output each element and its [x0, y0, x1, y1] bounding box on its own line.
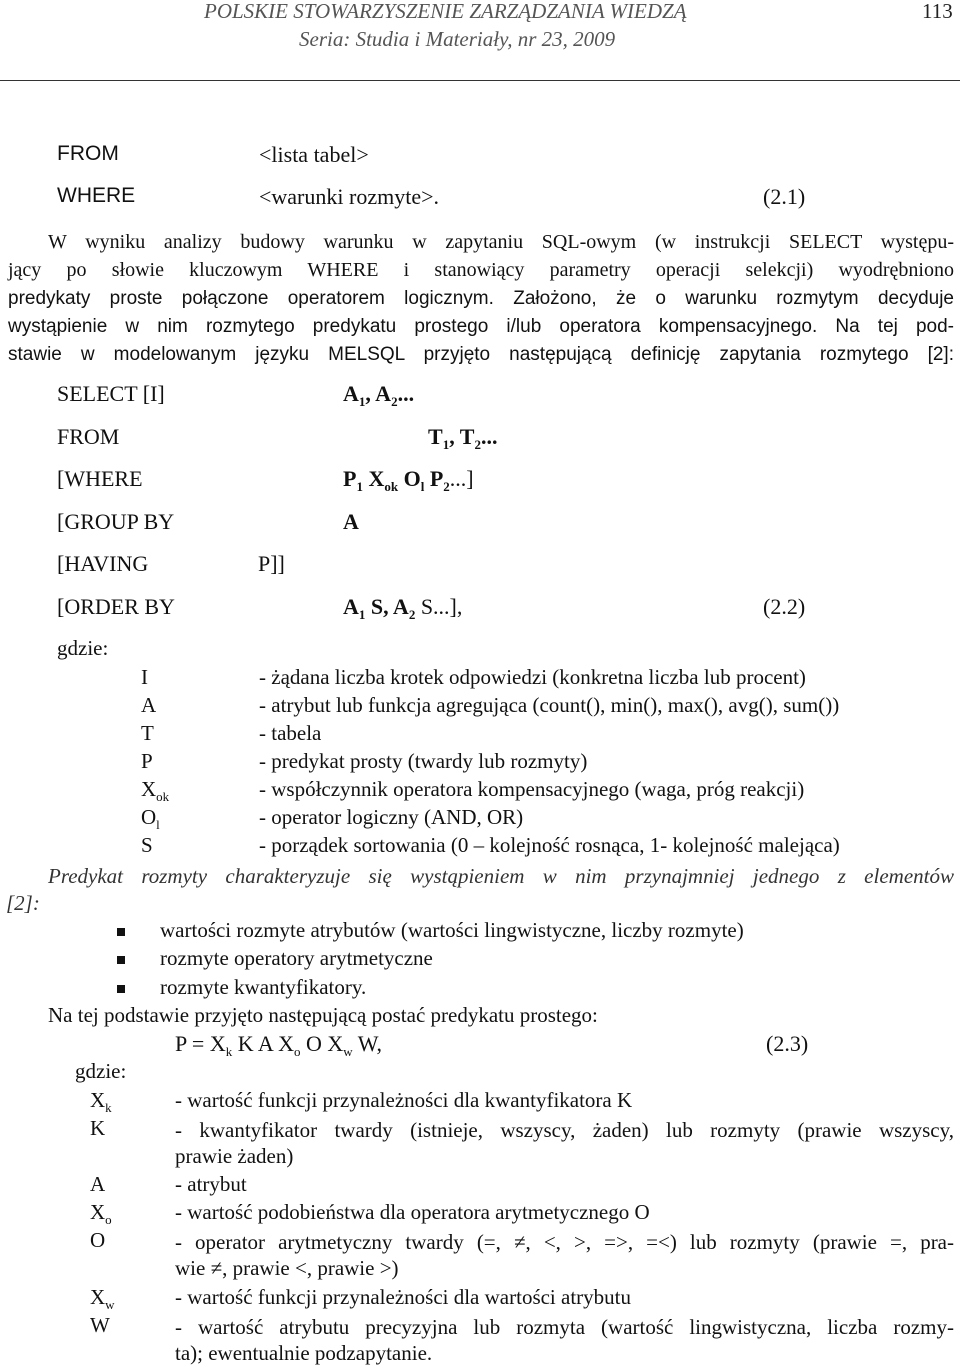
definition-description: - wartość funkcji przynależności dla wartości atrybutu [175, 1285, 632, 1309]
sql1-from-keyword: FROM [57, 142, 119, 165]
definition-symbol: W [90, 1313, 110, 1337]
definition-description: - atrybut lub funkcja agregująca (count(), min(), max(), avg(), sum()) [259, 693, 840, 717]
para1-line: W wyniku analizy budowy warunku w zapytaniu SQL-owym (w instrukcji SELECT występu- [48, 231, 954, 253]
definition-symbol: $X_k$ [90, 1088, 112, 1115]
definition-symbol: K [90, 1116, 106, 1140]
sql1-where-keyword: WHERE [57, 184, 136, 207]
definition-symbol: O [90, 1228, 106, 1252]
sql2-group-value: A [343, 509, 359, 534]
para1-line: stawie w modelowanym języku MELSQL przyjęto następującą definicję zapytania rozmytego [2]: [8, 344, 954, 365]
page-number: 113 [922, 0, 953, 23]
equation-number-2-3: (2.3) [766, 1031, 809, 1056]
bullet-marker [117, 956, 125, 964]
definition-symbol: A [141, 693, 157, 717]
definition-symbol: $X_w$ [90, 1285, 115, 1312]
definition-description: - wartość podobieństwa dla operatora arytmetycznego O [175, 1200, 650, 1224]
equation-number-2-2: (2.2) [763, 594, 806, 619]
bullet-marker [117, 985, 125, 993]
definition-symbol: A [90, 1172, 106, 1196]
sql2-group-keyword: [GROUP BY [57, 509, 175, 534]
sql2-order-keyword: [ORDER BY [57, 594, 175, 619]
bullet-item: wartości rozmyte atrybutów (wartości lingwistyczne, liczby rozmyte) [160, 918, 744, 942]
definition-symbol: P [141, 749, 153, 773]
definition-description: - atrybut [175, 1172, 247, 1196]
definition-description: - porządek sortowania (0 – kolejność rosnąca, 1- kolejność malejąca) [259, 833, 840, 857]
definition-symbol: S [141, 833, 153, 857]
header-rule [0, 80, 960, 81]
para1-line: jący po słowie kluczowym WHERE i stanowiący parametry operacji selekcji) wyodrębniono [8, 259, 954, 281]
series-info: Seria: Studia i Materiały, nr 23, 2009 [299, 27, 616, 51]
sql2-where-expression: $P_1$ $X_{ok}$ $O_l$ $P_2$...] [343, 466, 474, 494]
definition-description: - operator logiczny (AND, OR) [259, 805, 524, 829]
predicate-formula: $P = X_k$ K A $X_o$ O $X_w$ W, [175, 1031, 382, 1059]
definition-symbol: T [141, 721, 154, 745]
definition-description-continued: wie ≠, prawie <, prawie >) [175, 1256, 399, 1280]
sql1-from-value: <lista tabel> [259, 142, 369, 167]
italic-paragraph-line: Predykat rozmyty charakteryzuje się wystąpieniem w nim przynajmniej jednego z elementów [48, 864, 954, 888]
italic-paragraph-line: [2]: [6, 891, 40, 915]
definition-description: - predykat prosty (twardy lub rozmyty) [259, 749, 588, 773]
definition-description: - współczynnik operatora kompensacyjnego (waga, próg reakcji) [259, 777, 805, 801]
definition-symbol: I [141, 665, 148, 689]
definition-description: - wartość funkcji przynależności dla kwantyfikatora K [175, 1088, 633, 1112]
sql2-order-list: $A_1$ S, $A_2$ S...], [343, 594, 463, 622]
sql2-select-keyword: SELECT [I] [57, 381, 165, 406]
definition-description: - operator arytmetyczny twardy (=, ≠, <, >, =>, =<) lub rozmyty (prawie =, pra- [175, 1230, 954, 1254]
bullet-marker [117, 928, 125, 936]
para2-text: Na tej podstawie przyjęto następującą postać predykatu prostego: [48, 1003, 598, 1027]
para1-line: wystąpienie w nim rozmytego predykatu prostego i/lub operatora kompensacyjnego. Na tej pod- [8, 316, 954, 337]
definition-description-continued: ta); ewentualnie podzapytanie. [175, 1341, 433, 1365]
sql2-select-list: $A_1$, $A_2$... [343, 381, 415, 409]
definition-description: - żądana liczba krotek odpowiedzi (konkretna liczba lub procent) [259, 665, 806, 689]
journal-title: POLSKIE STOWARZYSZENIE ZARZĄDZANIA WIEDZĄ [204, 0, 687, 23]
sql2-having-value: P]] [258, 551, 285, 576]
where-label-2: gdzie: [75, 1059, 127, 1083]
definition-symbol: $X_{ok}$ [141, 777, 170, 804]
bullet-item: rozmyte operatory arytmetyczne [160, 946, 433, 970]
sql2-from-list: $T_1$, $T_2$... [428, 424, 498, 452]
definition-description: - tabela [259, 721, 322, 745]
sql2-from-keyword: FROM [57, 424, 120, 449]
definition-description-continued: prawie żaden) [175, 1144, 294, 1168]
sql2-where-keyword: [WHERE [57, 466, 143, 491]
bullet-item: rozmyte kwantyfikatory. [160, 975, 367, 999]
equation-number-2-1: (2.1) [763, 184, 806, 209]
sql2-having-keyword: [HAVING [57, 551, 149, 576]
para1-line: predykaty proste połączone operatorem logicznym. Założono, że o warunku rozmytym decyduje [8, 288, 954, 309]
definition-description: - wartość atrybutu precyzyjna lub rozmyta (wartość lingwistyczna, liczba rozmy- [175, 1315, 954, 1339]
where-label-1: gdzie: [57, 636, 109, 660]
definition-symbol: $O_l$ [141, 805, 160, 832]
definition-symbol: $X_o$ [90, 1200, 112, 1227]
definition-description: - kwantyfikator twardy (istnieje, wszyscy, żaden) lub rozmyty (prawie wszyscy, [175, 1118, 954, 1142]
sql1-where-value: <warunki rozmyte>. [259, 184, 439, 209]
